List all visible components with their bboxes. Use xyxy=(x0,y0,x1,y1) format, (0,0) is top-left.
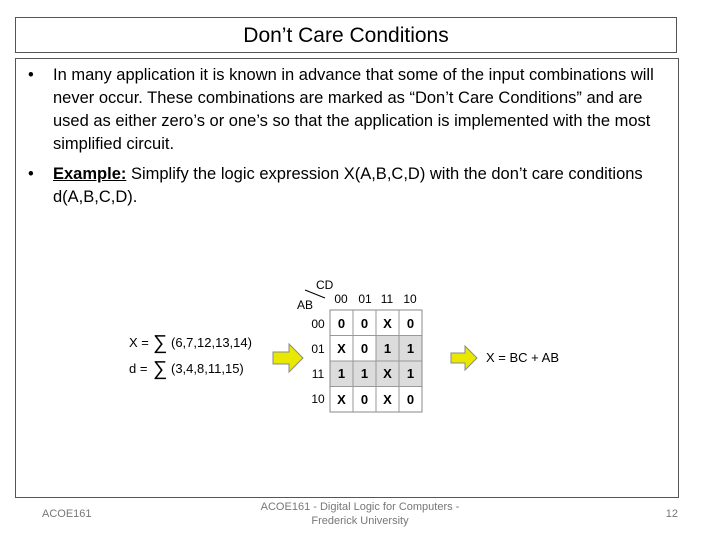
kmap-col-header: 11 xyxy=(380,292,394,306)
footer-course-title xyxy=(255,500,465,528)
kmap-cell: 1 xyxy=(337,366,346,381)
arrow-right-icon xyxy=(273,344,303,372)
expr-x-lhs: X = xyxy=(129,335,149,350)
kmap-col-header: 10 xyxy=(403,292,417,306)
kmap-row-header: 01 xyxy=(311,342,325,356)
kmap-ab-label: AB xyxy=(297,298,314,312)
kmap-cell: 0 xyxy=(406,316,415,331)
footer-course-title-line: ACOE161 - Digital Logic for Computers - xyxy=(260,501,460,513)
slide-title: Don’t Care Conditions xyxy=(15,17,677,53)
kmap-diagram xyxy=(115,270,575,420)
kmap-cell: 0 xyxy=(360,341,369,356)
kmap-figure xyxy=(115,270,575,420)
kmap-cell: X xyxy=(337,341,346,356)
result-expression: X = BC + AB xyxy=(486,350,559,365)
kmap-cell: 1 xyxy=(406,341,415,356)
kmap-cell: 1 xyxy=(360,366,369,381)
expr-d-rhs: (3,4,8,11,15) xyxy=(171,361,244,376)
sum-icon: ∑ xyxy=(153,332,168,354)
kmap-row-header: 00 xyxy=(311,317,325,331)
expr-x-rhs: (6,7,12,13,14) xyxy=(171,335,252,350)
kmap-cell: 1 xyxy=(406,366,415,381)
footer-course-code: ACOE161 xyxy=(42,508,92,520)
bullet-list xyxy=(28,64,658,216)
bullet-text: In many application it is known in advance that some of the input combinations will never occur. These combinations are marked as “Don’t Care Conditions” and are used as either zero’s or one’s so that the application is implemented with the most simplified circuit. xyxy=(53,66,654,153)
bullet-text: Simplify the logic expression X(A,B,C,D) with the don’t care conditions d(A,B,C,D). xyxy=(53,165,643,206)
kmap-cd-label: CD xyxy=(316,278,334,292)
kmap-cell: 1 xyxy=(383,341,392,356)
kmap-cell: 0 xyxy=(360,392,369,407)
bullet-item xyxy=(28,163,658,209)
kmap-col-header: 01 xyxy=(358,292,372,306)
bullet-lead: Example: xyxy=(53,165,127,183)
kmap-row-header: 11 xyxy=(311,367,325,381)
expr-d-lhs: d = xyxy=(129,361,148,376)
kmap-cell: 0 xyxy=(337,316,346,331)
arrow-right-icon xyxy=(451,346,477,370)
kmap-cell: X xyxy=(337,392,346,407)
kmap-row-header: 10 xyxy=(311,392,325,406)
kmap-cell: 0 xyxy=(360,316,369,331)
kmap-col-header: 00 xyxy=(334,292,348,306)
bullet-dot-icon: • xyxy=(28,66,34,84)
kmap-cell: X xyxy=(383,366,392,381)
footer-university: Frederick University xyxy=(311,515,409,527)
kmap-cell: X xyxy=(383,316,392,331)
bullet-item xyxy=(28,64,658,156)
kmap-cell: 0 xyxy=(406,392,415,407)
kmap-cell: X xyxy=(383,392,392,407)
bullet-dot-icon: • xyxy=(28,165,34,183)
sum-icon: ∑ xyxy=(153,358,168,380)
page-number: 12 xyxy=(665,508,678,520)
